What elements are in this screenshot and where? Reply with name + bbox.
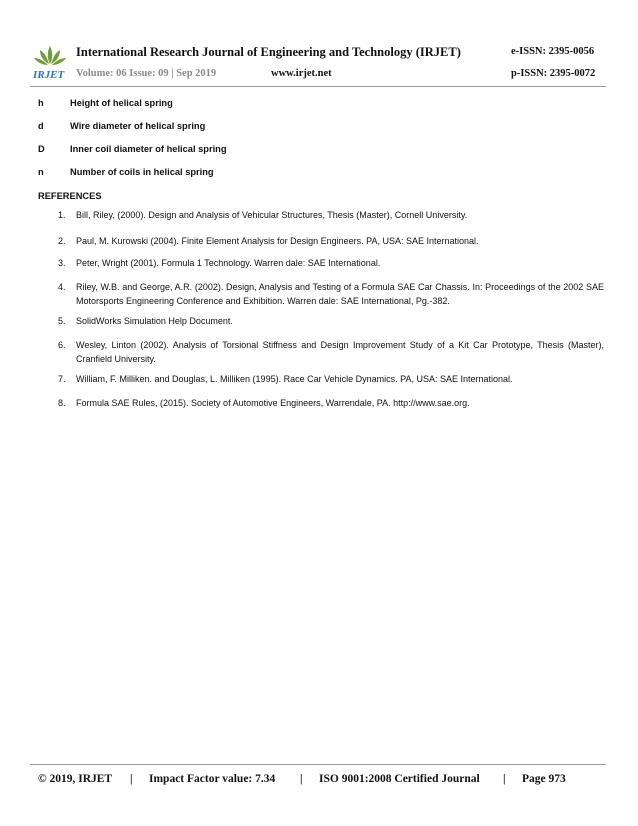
reference-text: Paul, M. Kurowski (2004). Finite Element Analysis for Design Engineers. PA, USA: SAE International. <box>76 236 479 246</box>
notation-symbol: n <box>38 167 44 177</box>
volume-issue: Volume: 06 Issue: 09 | Sep 2019 <box>76 68 217 79</box>
notation-symbol: d <box>38 121 44 131</box>
page-footer <box>38 773 608 789</box>
notation-definition: Height of helical spring <box>70 98 173 108</box>
reference-text: Peter, Wright (2001). Formula 1 Technology. Warren dale: SAE International. <box>76 258 381 268</box>
journal-url[interactable]: www.irjet.net <box>271 68 332 79</box>
reference-text: Riley, W.B. and George, A.R. (2002). Design, Analysis and Testing of a Formula SAE Car Chassis. In: Proceedings of the 2002 SAE Motorsports Engineering Conference and Exhibition. Warren dale: SAE International, Pg.-382. <box>76 282 604 306</box>
reference-text: William, F. Milliken. and Douglas, L. Milliken (1995). Race Car Vehicle Dynamics. PA, USA: SAE International. <box>76 374 513 384</box>
reference-text: Wesley, Linton (2002). Analysis of Torsional Stiffness and Design Improvement Study of a Kit Car Prototype, Thesis (Master), Cranfield University. <box>76 340 604 364</box>
notation-definition: Number of coils in helical spring <box>70 167 214 177</box>
reference-number: 8. <box>58 398 66 408</box>
references-heading: REFERENCES <box>38 191 102 201</box>
reference-text: SolidWorks Simulation Help Document. <box>76 316 233 326</box>
reference-number: 6. <box>58 340 66 350</box>
page-header <box>0 0 638 96</box>
footer-separator: | <box>503 773 506 785</box>
reference-text: Formula SAE Rules, (2015). Society of Automotive Engineers, Warrendale, PA. http://www.sae.org. <box>76 398 470 408</box>
notation-definition: Wire diameter of helical spring <box>70 121 206 131</box>
reference-number: 7. <box>58 374 66 384</box>
notation-definition: Inner coil diameter of helical spring <box>70 144 227 154</box>
footer-copyright: © 2019, IRJET <box>38 773 113 785</box>
header-divider <box>30 86 606 87</box>
pissn: p-ISSN: 2395-0072 <box>511 68 596 79</box>
reference-number: 4. <box>58 282 66 292</box>
reference-number: 5. <box>58 316 66 326</box>
eissn: e-ISSN: 2395-0056 <box>511 46 595 57</box>
reference-number: 3. <box>58 258 66 268</box>
footer-impact-factor: Impact Factor value: 7.34 <box>149 773 276 785</box>
reference-number: 1. <box>58 210 66 220</box>
footer-page-number: Page 973 <box>522 773 566 785</box>
footer-iso-certification: ISO 9001:2008 Certified Journal <box>319 773 480 785</box>
footer-separator: | <box>300 773 303 785</box>
reference-number: 2. <box>58 236 66 246</box>
journal-title: International Research Journal of Engineering and Technology (IRJET) <box>76 45 461 59</box>
notation-symbol: D <box>38 144 45 154</box>
svg-text:IRJET: IRJET <box>33 69 65 81</box>
footer-separator: | <box>130 773 133 785</box>
reference-text: Bill, Riley, (2000). Design and Analysis of Vehicular Structures, Thesis (Master), Cornell University. <box>76 210 468 220</box>
irjet-logo-icon <box>30 40 70 82</box>
notation-symbol: h <box>38 98 44 108</box>
footer-divider <box>30 764 606 765</box>
